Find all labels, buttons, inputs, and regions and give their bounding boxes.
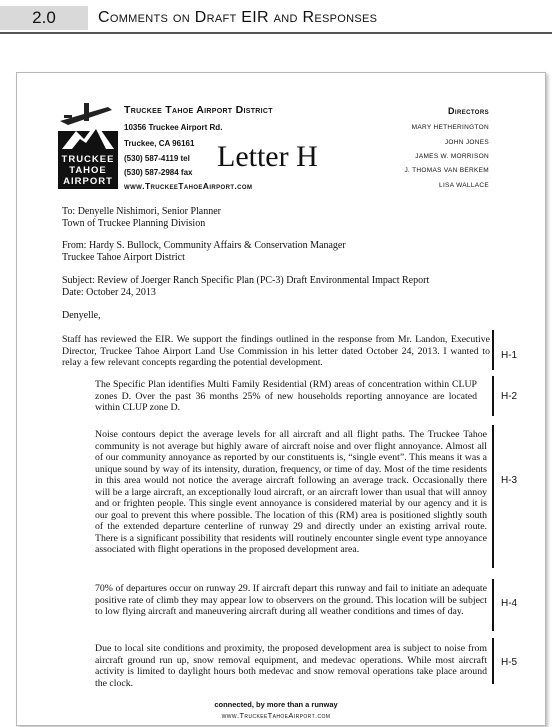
letter-label: Letter H bbox=[217, 140, 318, 173]
comment-code: H-5 bbox=[501, 657, 518, 668]
comment-text: 70% of departures occur on runway 29. If aircraft depart this runway and fail to initiate an adequate positive rate of climb they may appear low to observers on the ground. This location will be subject to low flying aircraft and maneuvering aircraft during all weather conditions and times of day. bbox=[95, 583, 487, 617]
from-line: From: Hardy S. Bullock, Community Affairs & Conservation Manager bbox=[62, 240, 346, 251]
district-name: Truckee Tahoe Airport District bbox=[124, 104, 273, 116]
comment-text: Due to local site conditions and proximity, the proposed development area is subject to noise from aircraft ground run up, snow removal equipment, and medevac operations. While most aircraft activity is limited to daylight hours both medevac and snow removal operations take place around the clock. bbox=[95, 643, 487, 689]
fax: (530) 587-2984 fax bbox=[124, 168, 193, 177]
to-line-2: Town of Truckee Planning Division bbox=[62, 218, 206, 229]
salutation: Denyelle, bbox=[62, 310, 101, 321]
comment-bracket bbox=[492, 638, 494, 684]
address-line-1: 10356 Truckee Airport Rd. bbox=[124, 123, 223, 132]
logo-word: TRUCKEE bbox=[61, 154, 115, 165]
comment-bracket bbox=[492, 579, 494, 631]
logo-word: TAHOE bbox=[69, 165, 107, 176]
comment-bracket bbox=[492, 330, 494, 370]
comment-text: Noise contours depict the average levels for all aircraft and all flight paths. The Truckee Tahoe community is not average but highly aware of aircraft noise and over flight annoyance. Almost all of our community annoyance as reported by our constituents is, “single event”. This means it was a unique sound by way of its intensity, duration, frequency, or time of day. Most of the time residents in this area would not notice the average aircraft following an average track. Occasionally there will be a large aircraft, an exceptionally loud aircraft, or an aircraft lower than usual that will annoy and or frighten people. This single event annoyance is considered material by our agency and it is our goal to prevent this where possible. The location of this (RM) area is positioned slightly south of the extended departure centerline of runway 29 and directly under an existing arrival route. There is a significant possibility that residents will routinely encounter single event type annoyance associated with flight operations in the proposed development area. bbox=[95, 429, 487, 555]
from-line-2: Truckee Tahoe Airport District bbox=[62, 252, 185, 263]
to-line: To: Denyelle Nishimori, Senior Planner bbox=[62, 206, 221, 217]
section-number: 2.0 bbox=[0, 6, 88, 30]
comment-bracket bbox=[492, 425, 494, 568]
website[interactable]: www.TruckeeTahoeAirport.com bbox=[124, 181, 253, 191]
footer-website[interactable]: www.TruckeeTahoeAirport.com bbox=[221, 711, 331, 720]
date-line: Date: October 24, 2013 bbox=[62, 287, 156, 298]
comment-code: H-1 bbox=[501, 350, 518, 361]
airport-logo bbox=[58, 101, 118, 189]
airplane-icon bbox=[60, 103, 112, 125]
comment-text: Staff has reviewed the EIR. We support the findings outlined in the response from Mr. Landon, Executive Director, Truckee Tahoe Airport Land Use Commission in his letter dated October 24, 2013. I wanted to relay a few relevant concepts regarding the potential development. bbox=[62, 334, 490, 368]
footer-tagline: connected, by more than a runway bbox=[214, 700, 338, 709]
comment-code: H-4 bbox=[501, 598, 518, 609]
subject-line: Subject: Review of Joerger Ranch Specific Plan (PC-3) Draft Environmental Impact Report bbox=[62, 275, 430, 286]
director: LISA WALLACE bbox=[439, 182, 489, 189]
director: JAMES W. MORRISON bbox=[415, 153, 489, 160]
comment-text: The Specific Plan identifies Multi Family Residential (RM) areas of concentration within CLUP zones D. Over the past 36 months 25% of new households reporting annoyance are located within CLUP zone D. bbox=[95, 379, 477, 413]
logo-word: AIRPORT bbox=[63, 176, 113, 187]
director: MARY HETHERINGTON bbox=[411, 124, 489, 131]
section-title: Comments on Draft EIR and Responses bbox=[98, 9, 378, 26]
header-rule bbox=[0, 32, 552, 34]
director: J. THOMAS VAN BERKEM bbox=[404, 167, 489, 174]
director: JOHN JONES bbox=[444, 139, 489, 146]
comment-code: H-3 bbox=[501, 475, 518, 486]
directors-title: Directors bbox=[448, 106, 489, 116]
address-line-2: Truckee, CA 96161 bbox=[124, 139, 195, 148]
phone: (530) 587-4119 tel bbox=[124, 154, 190, 163]
comment-code: H-2 bbox=[501, 391, 518, 402]
comment-bracket bbox=[492, 376, 494, 416]
